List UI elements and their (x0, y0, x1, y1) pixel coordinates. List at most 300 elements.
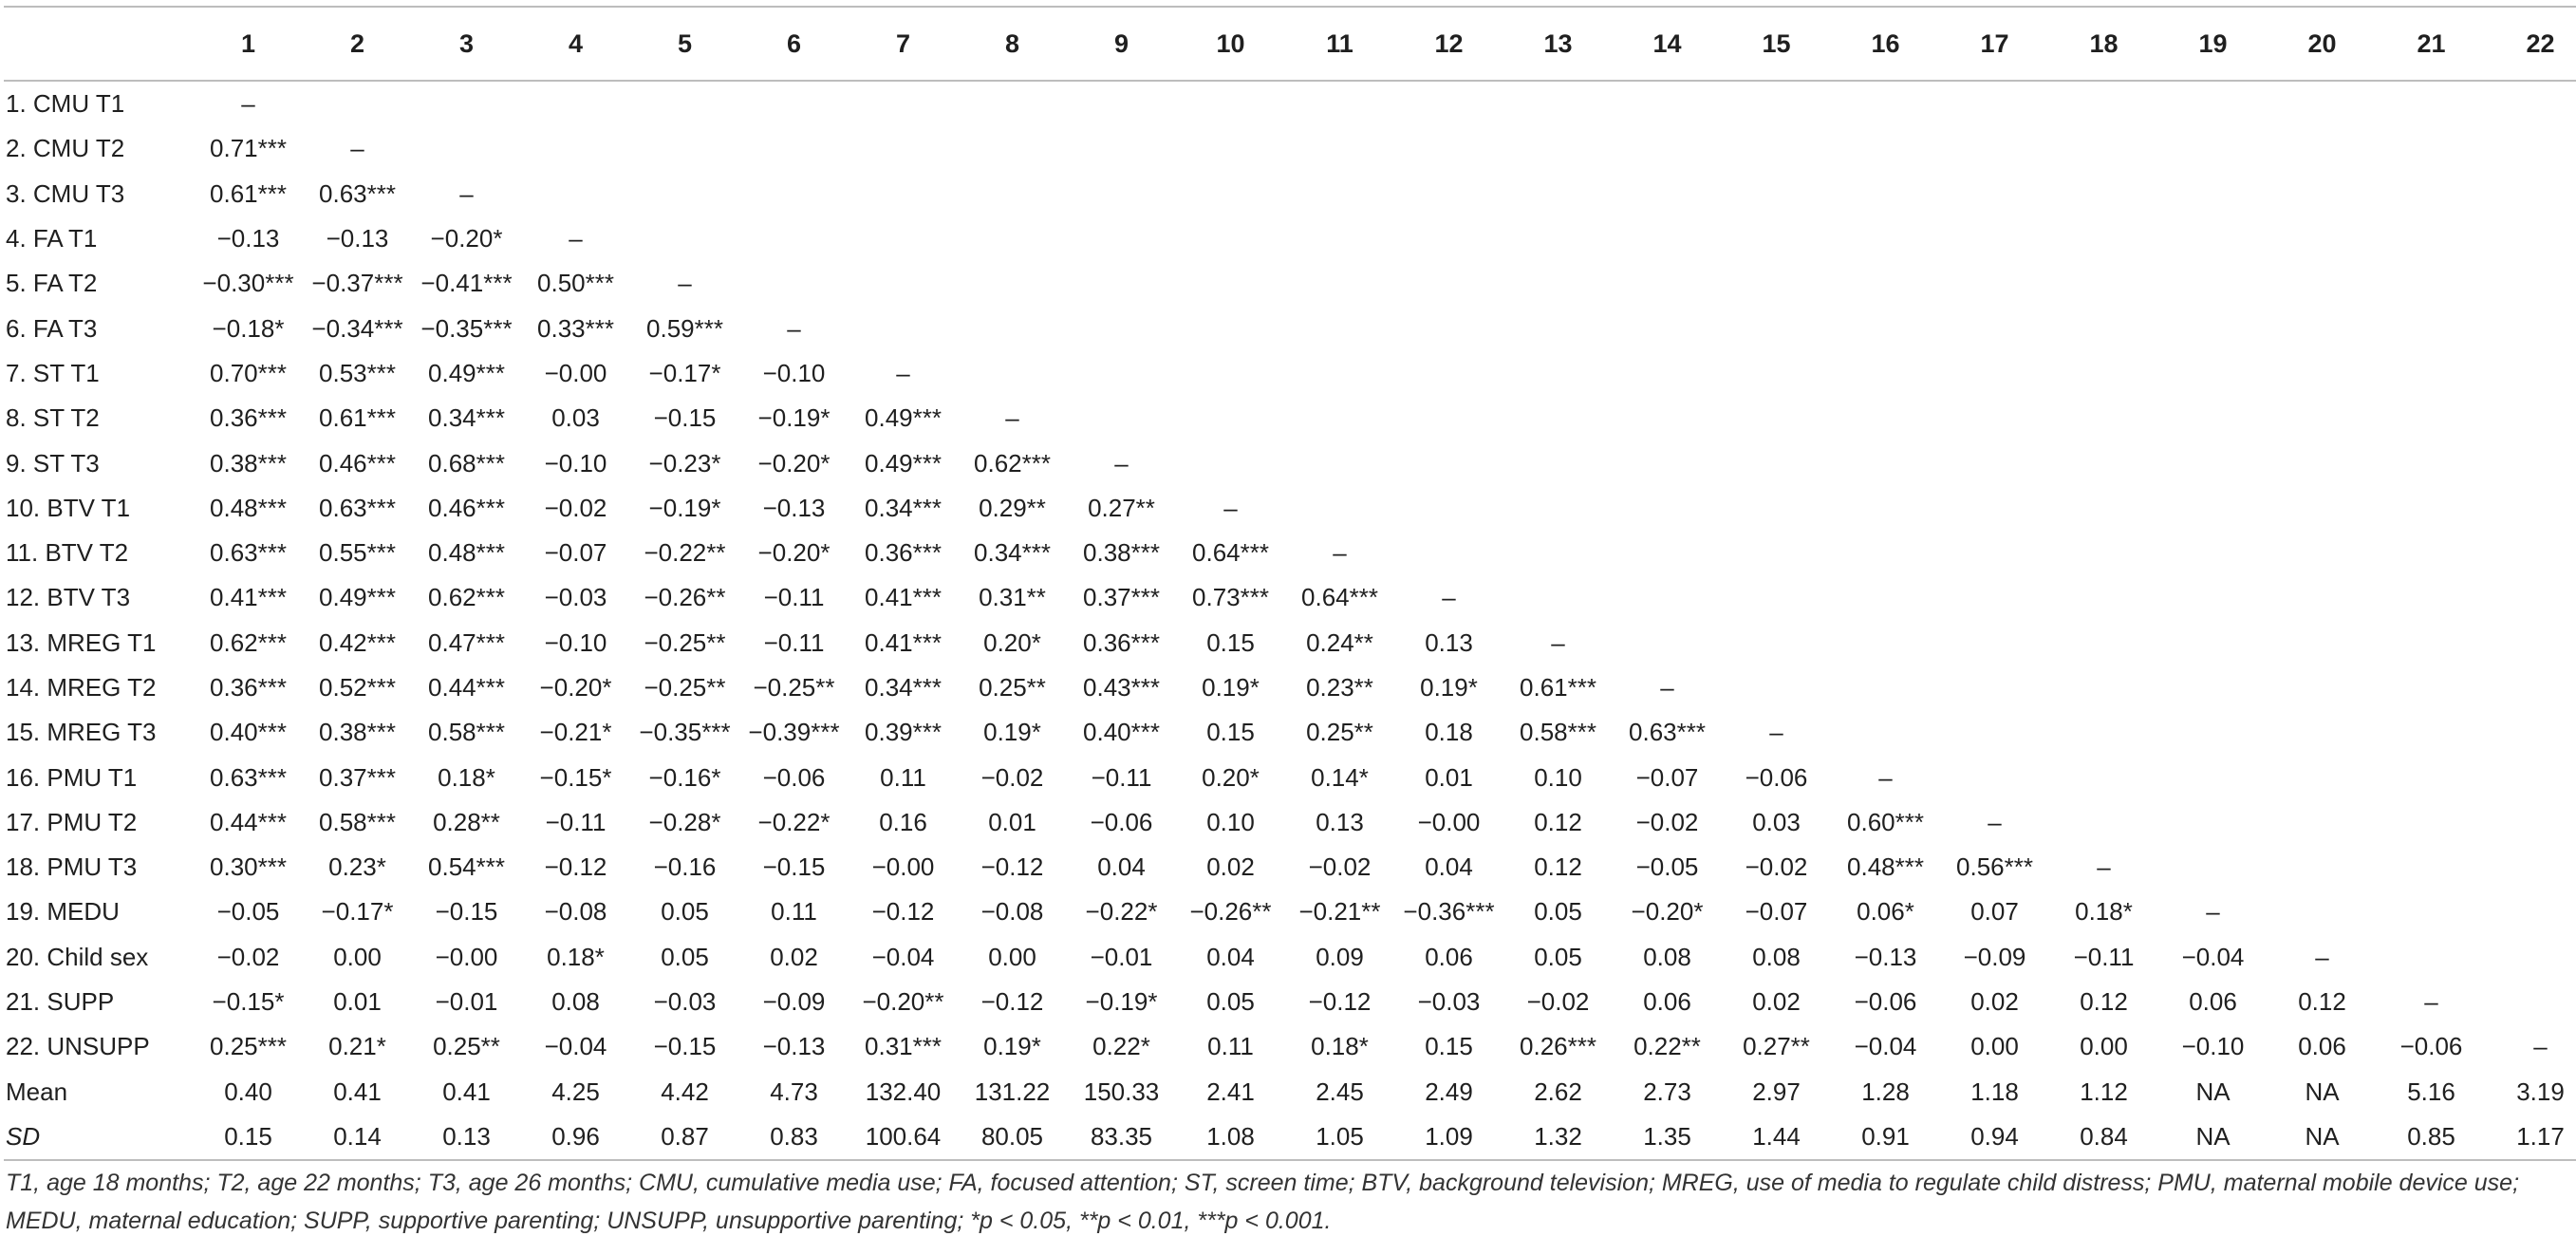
table-cell (1285, 172, 1394, 216)
table-cell: 0.91 (1861, 1121, 1910, 1151)
table-cell: −0.13 (326, 224, 389, 253)
table-cell (1503, 396, 1613, 440)
table-cell (2377, 575, 2486, 620)
table-cell (2049, 575, 2158, 620)
table-row (4, 440, 2576, 485)
table-cell: 0.70*** (210, 358, 287, 387)
table-row (4, 1070, 2576, 1115)
table-cell (1613, 261, 1722, 306)
table-cell (1940, 126, 2049, 171)
table-cell: 0.63*** (210, 538, 287, 568)
table-cell: – (1442, 583, 1456, 612)
table-cell: −0.00 (871, 852, 935, 882)
table-cell: −0.26** (1189, 897, 1272, 927)
table-row (4, 81, 2576, 126)
table-cell (2158, 306, 2268, 350)
table-cell (1831, 172, 1940, 216)
table-cell (1394, 531, 1503, 575)
table-cell (2377, 81, 2486, 126)
row-label: 6. FA T3 (6, 313, 98, 343)
table-cell (1613, 81, 1722, 126)
table-cell: −0.00 (1417, 807, 1481, 836)
column-header: 22 (2526, 28, 2555, 58)
table-cell: −0.09 (1963, 942, 2026, 971)
table-cell (1940, 261, 2049, 306)
table-cell (2049, 81, 2158, 126)
table-cell (1613, 575, 1722, 620)
table-cell: −0.11 (2073, 942, 2135, 971)
table-cell: −0.20** (862, 987, 944, 1017)
table-cell (1940, 440, 2049, 485)
table-cell: 0.58*** (319, 807, 396, 836)
column-header: 19 (2198, 28, 2228, 58)
table-cell (1285, 261, 1394, 306)
table-cell: −0.05 (1635, 852, 1699, 882)
table-cell: 1.28 (1861, 1077, 1910, 1106)
table-row (4, 306, 2576, 350)
table-cell (1722, 440, 1831, 485)
table-cell: −0.17* (321, 897, 394, 927)
table-cell: – (350, 134, 364, 163)
table-cell: – (1114, 448, 1129, 478)
table-cell: 0.04 (1425, 852, 1473, 882)
table-cell: 0.00 (1970, 1032, 2019, 1061)
table-cell: 0.01 (988, 807, 1036, 836)
table-cell: NA (2305, 1077, 2340, 1106)
table-cell (630, 216, 739, 261)
table-cell: −0.06 (2399, 1032, 2463, 1061)
table-cell: 0.22** (1633, 1032, 1701, 1061)
table-cell (2486, 396, 2576, 440)
table-cell: 0.04 (1206, 942, 1255, 971)
table-cell: 0.36*** (865, 538, 942, 568)
table-cell (739, 81, 849, 126)
table-cell: −0.39*** (748, 718, 840, 747)
table-cell: −0.20* (757, 538, 831, 568)
table-cell (1503, 575, 1613, 620)
table-cell: 0.05 (661, 942, 709, 971)
table-cell: −0.16 (653, 852, 717, 882)
table-cell (521, 126, 630, 171)
table-cell: 0.31** (979, 583, 1046, 612)
table-cell (2268, 486, 2377, 531)
table-cell: −0.01 (435, 987, 498, 1017)
table-cell: 0.48*** (210, 493, 287, 522)
row-label: 17. PMU T2 (6, 807, 138, 836)
table-cell: −0.05 (216, 897, 280, 927)
table-cell: 0.18* (2075, 897, 2133, 927)
table-cell: 0.05 (661, 897, 709, 927)
table-cell (2158, 81, 2268, 126)
table-cell (1285, 306, 1394, 350)
table-cell: −0.28* (648, 807, 721, 836)
table-cell (2377, 261, 2486, 306)
table-cell: −0.22** (644, 538, 726, 568)
table-cell (2486, 890, 2576, 934)
table-cell (1067, 172, 1176, 216)
row-label: 7. ST T1 (6, 358, 100, 387)
table-cell: −0.07 (544, 538, 607, 568)
table-cell: −0.11 (1091, 762, 1152, 792)
table-cell: – (678, 269, 692, 298)
table-cell (958, 172, 1067, 216)
table-cell: 0.25** (979, 673, 1046, 702)
table-cell: – (569, 224, 583, 253)
table-cell: −0.20* (1631, 897, 1704, 927)
table-cell: −0.15* (539, 762, 612, 792)
column-header: 13 (1543, 28, 1573, 58)
table-cell: 0.41 (442, 1077, 491, 1106)
table-row (4, 172, 2576, 216)
table-cell: 0.19* (983, 1032, 1041, 1061)
table-row (4, 621, 2576, 665)
table-cell: – (1769, 718, 1783, 747)
table-cell: −0.06 (1090, 807, 1153, 836)
table-cell: 0.63*** (210, 762, 287, 792)
table-cell (1394, 351, 1503, 396)
table-cell (2268, 351, 2377, 396)
table-cell: 0.61*** (319, 403, 396, 433)
table-cell: 0.63*** (319, 493, 396, 522)
table-cell: 4.42 (661, 1077, 709, 1106)
table-cell (1940, 755, 2049, 799)
table-cell: 0.96 (551, 1121, 600, 1151)
table-cell: 0.34*** (865, 673, 942, 702)
table-cell (2158, 261, 2268, 306)
table-cell (1613, 621, 1722, 665)
table-cell: −0.37*** (311, 269, 403, 298)
table-cell (849, 306, 958, 350)
table-cell (1940, 172, 2049, 216)
table-cell: 0.44*** (210, 807, 287, 836)
table-cell: −0.25** (753, 673, 835, 702)
table-cell (1067, 396, 1176, 440)
table-cell (1503, 172, 1613, 216)
table-cell: 0.49*** (319, 583, 396, 612)
table-cell (1940, 486, 2049, 531)
table-cell: −0.11 (763, 628, 825, 657)
table-cell (2158, 126, 2268, 171)
table-cell: 132.40 (865, 1077, 942, 1106)
table-cell: 0.64*** (1192, 538, 1269, 568)
table-cell (1613, 440, 1722, 485)
table-cell (1176, 351, 1285, 396)
table-cell (1176, 126, 1285, 171)
row-label: 18. PMU T3 (6, 852, 138, 882)
table-cell: 0.40*** (210, 718, 287, 747)
table-cell (958, 126, 1067, 171)
table-cell: 1.05 (1316, 1121, 1364, 1151)
table-cell (2049, 261, 2158, 306)
table-cell: 2.41 (1206, 1077, 1255, 1106)
table-cell (2049, 396, 2158, 440)
table-row (4, 351, 2576, 396)
table-cell (2268, 306, 2377, 350)
table-cell (1285, 440, 1394, 485)
table-cell: 0.03 (551, 403, 600, 433)
table-cell (2158, 710, 2268, 755)
table-cell: −0.02 (1635, 807, 1699, 836)
table-cell (1394, 216, 1503, 261)
table-cell (1394, 486, 1503, 531)
row-label: 13. MREG T1 (6, 628, 157, 657)
table-cell: 0.00 (333, 942, 382, 971)
table-cell (2486, 486, 2576, 531)
table-cell (2486, 755, 2576, 799)
table-cell (1394, 306, 1503, 350)
table-cell: −0.25** (644, 628, 726, 657)
table-cell (958, 81, 1067, 126)
table-cell (958, 351, 1067, 396)
table-cell: – (1333, 538, 1347, 568)
table-cell: −0.06 (1745, 762, 1808, 792)
table-cell (2268, 890, 2377, 934)
table-cell (2158, 486, 2268, 531)
table-cell: 0.13 (1316, 807, 1364, 836)
table-row (4, 126, 2576, 171)
table-cell: 0.05 (1206, 987, 1255, 1017)
table-cell: −0.21* (539, 718, 612, 747)
table-row (4, 935, 2576, 980)
table-cell: – (2206, 897, 2220, 927)
table-cell: −0.08 (544, 897, 607, 927)
table-cell: 0.13 (442, 1121, 491, 1151)
table-cell: 0.56*** (1956, 852, 2033, 882)
table-cell (1831, 396, 1940, 440)
table-cell: −0.15 (762, 852, 826, 882)
table-cell: −0.20* (430, 224, 503, 253)
table-cell (2158, 396, 2268, 440)
table-cell: 0.37*** (1083, 583, 1160, 612)
table-cell: 0.55*** (319, 538, 396, 568)
table-cell: 0.11 (1207, 1032, 1254, 1061)
table-cell (2268, 845, 2377, 890)
table-cell: 0.11 (880, 762, 926, 792)
table-cell: 0.42*** (319, 628, 396, 657)
correlation-table (4, 6, 2576, 1161)
table-cell: −0.17* (648, 358, 721, 387)
column-header: 2 (349, 28, 365, 58)
table-cell (2486, 126, 2576, 171)
table-cell: 0.08 (551, 987, 600, 1017)
row-label: 5. FA T2 (6, 269, 98, 298)
table-cell: −0.11 (763, 583, 825, 612)
table-cell: 0.06 (2298, 1032, 2346, 1061)
table-cell: 0.11 (771, 897, 817, 927)
column-header: 6 (786, 28, 802, 58)
table-cell: 0.62*** (210, 628, 287, 657)
table-cell (739, 261, 849, 306)
table-cell (1831, 216, 1940, 261)
column-header: 1 (240, 28, 256, 58)
table-cell: 0.68*** (428, 448, 505, 478)
column-header: 14 (1652, 28, 1682, 58)
table-cell (1503, 81, 1613, 126)
table-cell (1503, 306, 1613, 350)
table-cell: 0.41*** (210, 583, 287, 612)
table-cell: 0.05 (1534, 897, 1582, 927)
table-cell: 1.08 (1206, 1121, 1255, 1151)
row-label: 15. MREG T3 (6, 718, 157, 747)
table-cell: −0.00 (544, 358, 607, 387)
table-cell (1722, 351, 1831, 396)
table-cell (2486, 81, 2576, 126)
table-cell (2268, 665, 2377, 710)
table-cell: 0.30*** (210, 852, 287, 882)
table-cell: 1.12 (2080, 1077, 2128, 1106)
table-cell (2377, 845, 2486, 890)
table-cell (1831, 351, 1940, 396)
table-cell: −0.13 (1854, 942, 1917, 971)
column-header: 4 (568, 28, 584, 58)
table-cell: 0.83 (770, 1121, 818, 1151)
table-cell: 0.63*** (319, 178, 396, 208)
table-cell: 0.27** (1743, 1032, 1810, 1061)
table-cell: 0.85 (2407, 1121, 2455, 1151)
table-cell (1940, 351, 2049, 396)
table-cell: 0.28** (433, 807, 500, 836)
column-header: 11 (1326, 28, 1353, 58)
table-cell (1722, 126, 1831, 171)
table-cell (1831, 306, 1940, 350)
table-cell: 0.25*** (210, 1032, 287, 1061)
table-cell: 0.71*** (210, 134, 287, 163)
table-cell: −0.03 (1417, 987, 1481, 1017)
table-cell (2049, 621, 2158, 665)
table-cell: 0.52*** (319, 673, 396, 702)
table-cell: 0.18* (1311, 1032, 1369, 1061)
table-cell (1940, 216, 2049, 261)
table-cell (2377, 172, 2486, 216)
column-header: 12 (1434, 28, 1464, 58)
table-cell (1176, 172, 1285, 216)
table-cell (630, 81, 739, 126)
table-cell (2158, 845, 2268, 890)
table-cell (1831, 575, 1940, 620)
table-row (4, 396, 2576, 440)
table-cell (2049, 306, 2158, 350)
table-cell (630, 172, 739, 216)
table-cell (2158, 800, 2268, 845)
table-cell: −0.02 (1526, 987, 1590, 1017)
table-cell: 0.16 (879, 807, 927, 836)
table-cell (1722, 261, 1831, 306)
table-cell (2268, 81, 2377, 126)
table-cell (1613, 306, 1722, 350)
table-cell (2377, 665, 2486, 710)
table-cell: 0.41*** (865, 628, 942, 657)
table-cell: 0.54*** (428, 852, 505, 882)
table-cell: – (2424, 987, 2438, 1017)
table-cell (1503, 531, 1613, 575)
table-cell: 0.36*** (1083, 628, 1160, 657)
table-cell (2158, 531, 2268, 575)
table-cell: 0.02 (770, 942, 818, 971)
table-cell: 0.22* (1092, 1032, 1150, 1061)
table-cell (2049, 665, 2158, 710)
table-cell (2049, 531, 2158, 575)
table-cell: −0.25** (644, 673, 726, 702)
table-cell (1394, 172, 1503, 216)
table-cell (1940, 710, 2049, 755)
table-cell (2049, 126, 2158, 171)
table-cell (1067, 306, 1176, 350)
table-cell: −0.12 (871, 897, 935, 927)
table-cell (1940, 396, 2049, 440)
table-cell (2377, 621, 2486, 665)
table-cell (1394, 261, 1503, 306)
table-cell: −0.22* (1085, 897, 1158, 927)
table-cell: −0.09 (762, 987, 826, 1017)
table-cell (2486, 172, 2576, 216)
table-cell: −0.04 (1854, 1032, 1917, 1061)
row-label: 10. BTV T1 (6, 493, 131, 522)
table-cell (2049, 351, 2158, 396)
table-cell: −0.07 (1635, 762, 1699, 792)
table-cell: −0.12 (980, 987, 1044, 1017)
table-row (4, 800, 2576, 845)
table-cell (1722, 486, 1831, 531)
table-cell (1285, 126, 1394, 171)
table-cell: – (1988, 807, 2002, 836)
table-cell (1722, 172, 1831, 216)
table-cell (849, 172, 958, 216)
table-cell: 0.08 (1752, 942, 1801, 971)
table-cell (2268, 261, 2377, 306)
table-cell: 0.09 (1316, 942, 1364, 971)
table-cell (1722, 575, 1831, 620)
table-cell (2486, 845, 2576, 890)
table-cell: 0.41 (333, 1077, 382, 1106)
table-cell (1831, 710, 1940, 755)
table-cell (2268, 575, 2377, 620)
table-cell: 0.25** (433, 1032, 500, 1061)
table-cell (2486, 261, 2576, 306)
table-cell: 0.15 (224, 1121, 272, 1151)
table-cell (1940, 621, 2049, 665)
table-cell (1940, 531, 2049, 575)
table-cell: 0.01 (333, 987, 382, 1017)
row-label: 14. MREG T2 (6, 673, 157, 702)
column-header: 18 (2089, 28, 2119, 58)
table-cell: 0.41*** (865, 583, 942, 612)
table-cell (849, 126, 958, 171)
table-cell: 0.21* (328, 1032, 386, 1061)
table-cell: −0.12 (1308, 987, 1372, 1017)
table-cell: 0.61*** (210, 178, 287, 208)
table-cell: 1.09 (1425, 1121, 1473, 1151)
table-cell: 0.13 (1425, 628, 1473, 657)
table-cell: −0.10 (2181, 1032, 2245, 1061)
table-cell (1831, 126, 1940, 171)
table-cell: −0.34*** (311, 313, 403, 343)
table-cell (1176, 396, 1285, 440)
table-cell (2377, 351, 2486, 396)
table-cell (2049, 710, 2158, 755)
column-header: 21 (2417, 28, 2446, 58)
row-label: 12. BTV T3 (6, 583, 131, 612)
table-row (4, 710, 2576, 755)
table-cell (521, 81, 630, 126)
table-cell: 0.07 (1970, 897, 2019, 927)
table-cell: −0.08 (980, 897, 1044, 927)
column-header: 17 (1980, 28, 2009, 58)
table-row (4, 890, 2576, 934)
table-cell: 0.19* (983, 718, 1041, 747)
table-cell (1503, 486, 1613, 531)
table-cell: 0.02 (1752, 987, 1801, 1017)
table-cell (2486, 440, 2576, 485)
